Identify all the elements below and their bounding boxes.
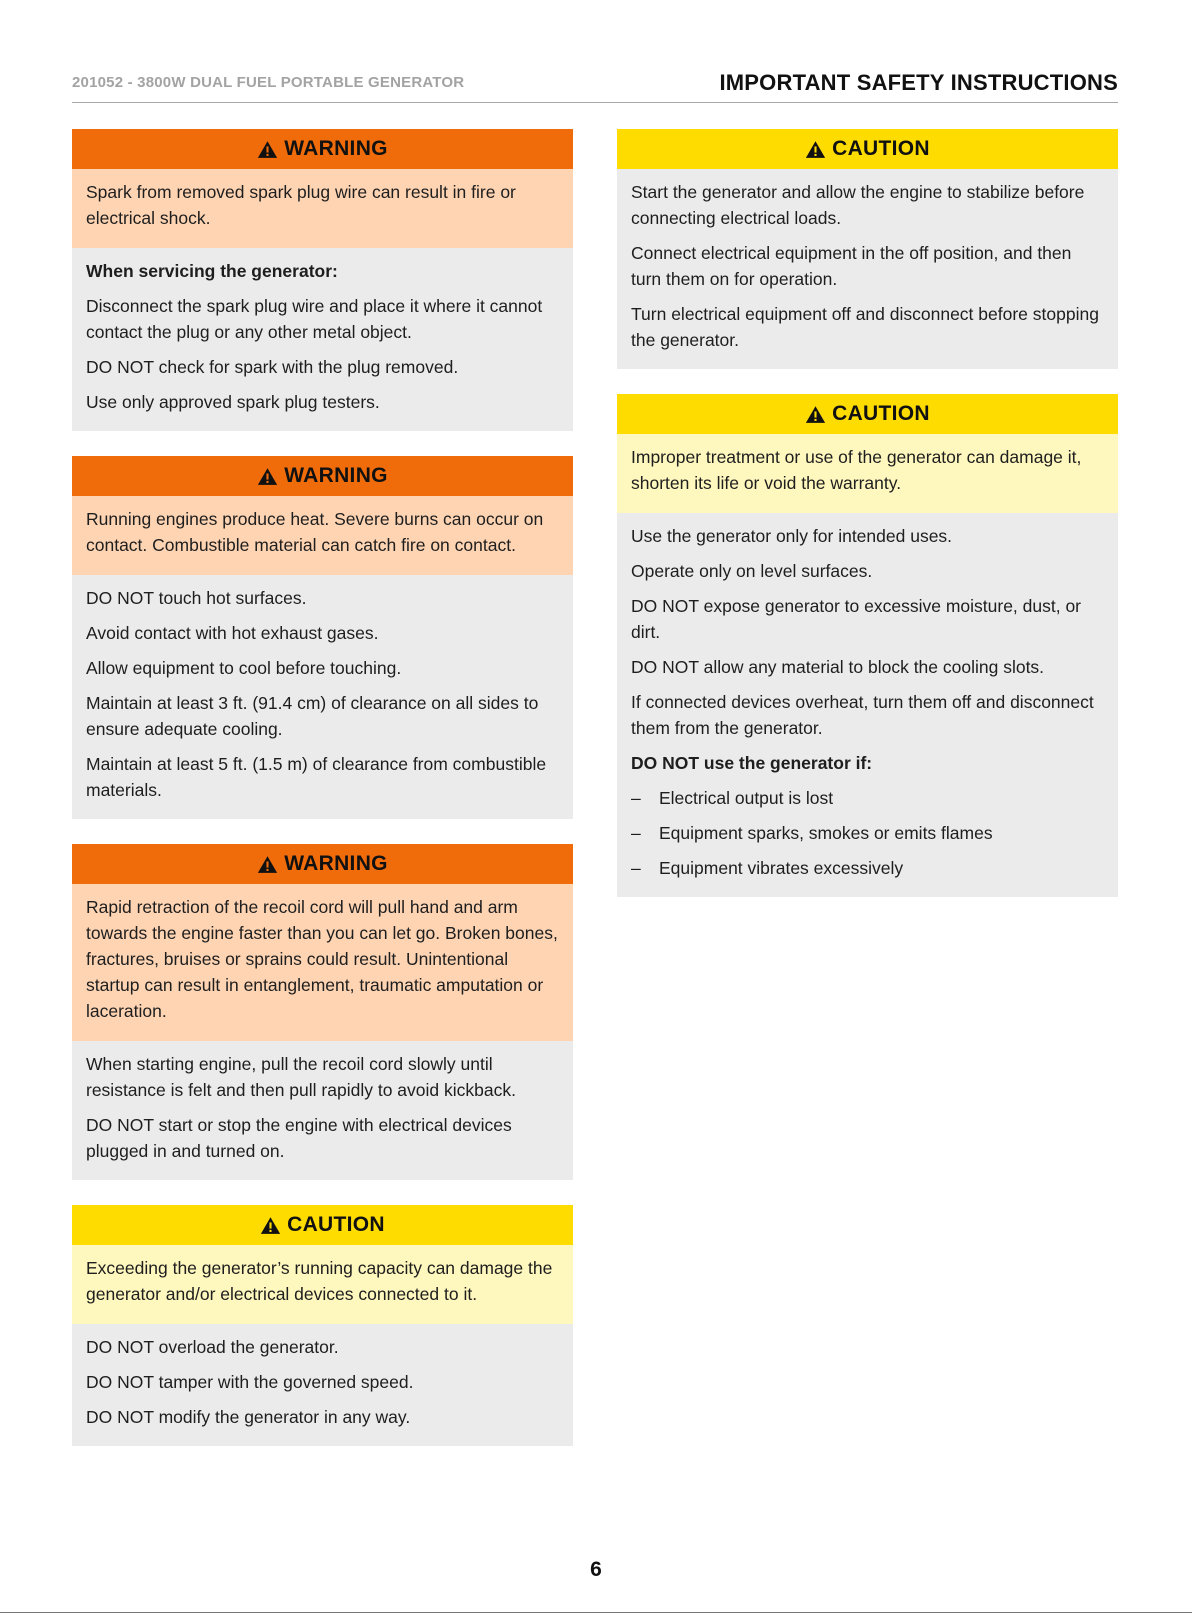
instruction-item: DO NOT expose generator to excessive moisture, dust, or dirt.: [631, 596, 1082, 642]
hazard-text: Rapid retraction of the recoil cord will pull hand and arm towards the engine faster than you can let go. Broken bones, fractures, bruises or sprains could result. Unintentional startup can result in entanglement, traumatic amputation or laceration.: [86, 897, 558, 1021]
page-header: [72, 68, 1118, 103]
dash-item-text: Equipment sparks, smokes or emits flames: [659, 823, 993, 843]
instruction-item: Maintain at least 3 ft. (91.4 cm) of clearance on all sides to ensure adequate cooling.: [86, 693, 539, 739]
warning-header: [72, 129, 573, 169]
warning-intro: [72, 884, 573, 1041]
instruction-item: Disconnect the spark plug wire and place it where it cannot contact the plug or any other metal object.: [86, 296, 543, 342]
warning-title: WARNING: [284, 137, 388, 160]
instruction-list: [72, 1324, 573, 1446]
subheading: When servicing the generator:: [86, 261, 338, 281]
subheading: DO NOT use the generator if:: [631, 753, 873, 773]
page-number: 6: [590, 1558, 602, 1581]
warning-header: [72, 844, 573, 884]
instruction-list: [617, 513, 1118, 897]
hazard-text: Exceeding the generator’s running capacity can damage the generator and/or electrical devices connected to it.: [86, 1258, 553, 1304]
warning-triangle-icon: [805, 140, 826, 159]
warning-intro: [72, 496, 573, 575]
caution-title: CAUTION: [832, 402, 930, 425]
caution-box-capacity: [72, 1205, 573, 1446]
section-title: IMPORTANT SAFETY INSTRUCTIONS: [719, 70, 1118, 95]
instruction-item: Use only approved spark plug testers.: [86, 392, 380, 412]
caution-intro: [617, 434, 1118, 513]
instruction-item: If connected devices overheat, turn them off and disconnect them from the generator.: [631, 692, 1094, 738]
warning-title: WARNING: [284, 852, 388, 875]
instruction-item: DO NOT tamper with the governed speed.: [86, 1372, 414, 1392]
hazard-text: Improper treatment or use of the generator can damage it, shorten its life or void the warranty.: [631, 447, 1082, 493]
instruction-item: Connect electrical equipment in the off position, and then turn them on for operation.: [631, 243, 1072, 289]
caution-title: CAUTION: [287, 1213, 385, 1236]
caution-title: CAUTION: [832, 137, 930, 160]
left-column: [72, 129, 573, 1471]
dash-list-item: [631, 785, 1104, 811]
instruction-item: DO NOT modify the generator in any way.: [86, 1407, 411, 1427]
instruction-item: Allow equipment to cool before touching.: [86, 658, 402, 678]
dash-list-item: [631, 820, 1104, 846]
instruction-item: DO NOT allow any material to block the cooling slots.: [631, 657, 1045, 677]
dash-bullet: –: [631, 858, 641, 878]
document-id: 201052 - 3800W DUAL FUEL PORTABLE GENERATOR: [72, 74, 465, 91]
dash-bullet: –: [631, 823, 641, 843]
dash-item-text: Equipment vibrates excessively: [659, 858, 904, 878]
caution-intro: [72, 1245, 573, 1324]
right-column: [617, 129, 1118, 922]
dash-bullet: –: [631, 788, 641, 808]
warning-header: [72, 456, 573, 496]
instruction-list: [72, 575, 573, 819]
instruction-item: When starting engine, pull the recoil cord slowly until resistance is felt and then pull rapidly to avoid kickback.: [86, 1054, 516, 1100]
warning-triangle-icon: [257, 140, 278, 159]
instruction-item: DO NOT overload the generator.: [86, 1337, 339, 1357]
instruction-item: Avoid contact with hot exhaust gases.: [86, 623, 379, 643]
instruction-item: DO NOT touch hot surfaces.: [86, 588, 307, 608]
instruction-list: [72, 248, 573, 431]
warning-box-hot-surfaces: [72, 456, 573, 819]
warning-box-recoil-cord: [72, 844, 573, 1180]
caution-header: [617, 394, 1118, 434]
instruction-item: Maintain at least 5 ft. (1.5 m) of clearance from combustible materials.: [86, 754, 547, 800]
instruction-item: DO NOT check for spark with the plug removed.: [86, 357, 459, 377]
instruction-item: Operate only on level surfaces.: [631, 561, 873, 581]
warning-title: WARNING: [284, 464, 388, 487]
instruction-item: Start the generator and allow the engine to stabilize before connecting electrical loads.: [631, 182, 1085, 228]
dash-item-text: Electrical output is lost: [659, 788, 834, 808]
instruction-item: DO NOT start or stop the engine with electrical devices plugged in and turned on.: [86, 1115, 512, 1161]
instruction-item: Turn electrical equipment off and disconnect before stopping the generator.: [631, 304, 1099, 350]
caution-header: [72, 1205, 573, 1245]
caution-header: [617, 129, 1118, 169]
warning-triangle-icon: [257, 467, 278, 486]
hazard-text: Running engines produce heat. Severe burns can occur on contact. Combustible material can catch fire on contact.: [86, 509, 544, 555]
dash-list-item: [631, 855, 1104, 881]
warning-triangle-icon: [260, 1216, 281, 1235]
warning-triangle-icon: [805, 405, 826, 424]
hazard-text: Spark from removed spark plug wire can result in fire or electrical shock.: [86, 182, 516, 228]
warning-triangle-icon: [257, 855, 278, 874]
instruction-list: [617, 169, 1118, 369]
bottom-divider: [0, 1612, 1192, 1613]
instruction-list: [72, 1041, 573, 1180]
warning-intro: [72, 169, 573, 248]
instruction-item: Use the generator only for intended uses.: [631, 526, 953, 546]
warning-box-spark-plug: [72, 129, 573, 431]
caution-box-electrical-loads: [617, 129, 1118, 369]
caution-box-improper-use: [617, 394, 1118, 897]
